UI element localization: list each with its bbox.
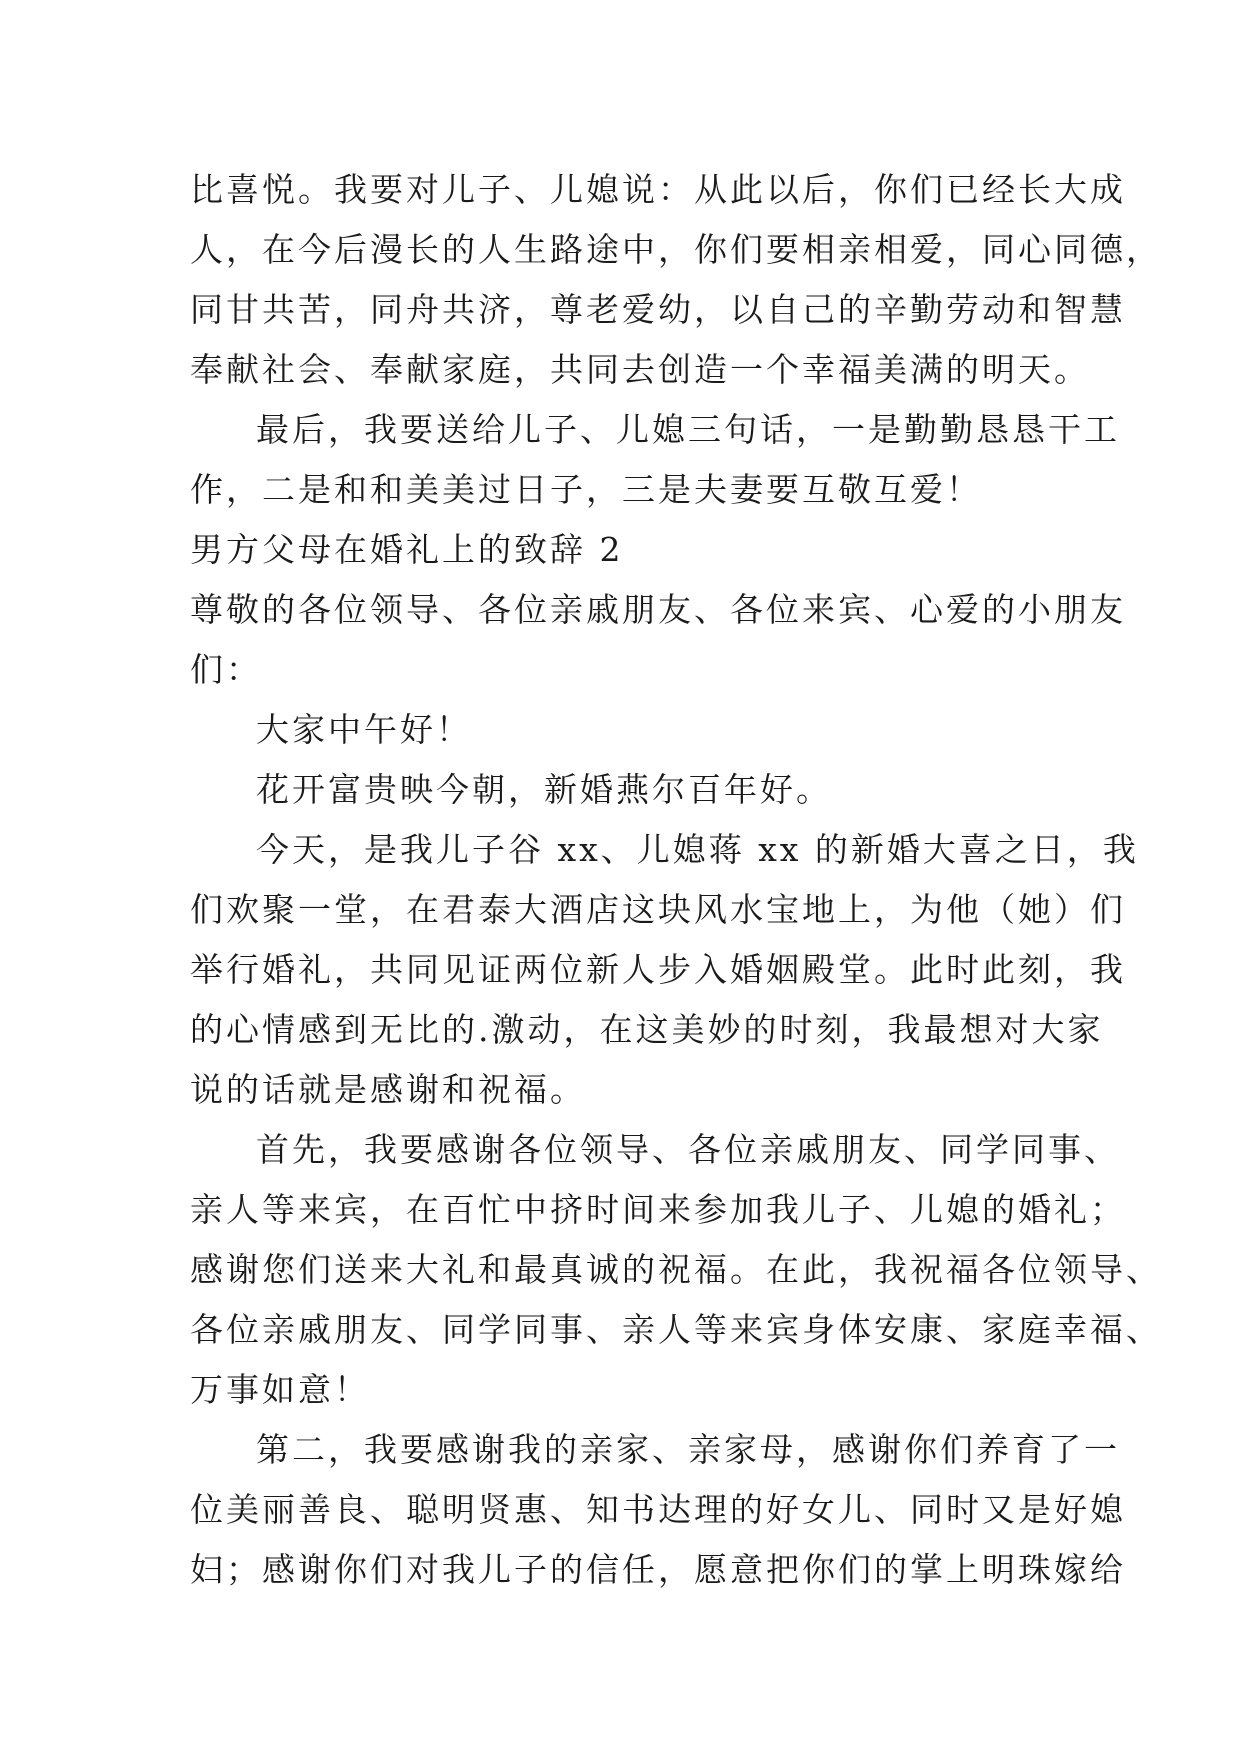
text-line: 妇；感谢你们对我儿子的信任，愿意把你们的掌上明珠嫁给 [190, 1550, 1126, 1589]
text-line: 举行婚礼，共同见证两位新人步入婚姻殿堂。此时此刻，我 [190, 950, 1126, 989]
text-line: 今天，是我儿子谷 xx、儿媳蒋 xx 的新婚大喜之日，我 [256, 830, 1139, 869]
text-line: 万事如意！ [190, 1370, 370, 1409]
text-line: 们欢聚一堂，在君泰大酒店这块风水宝地上，为他（她）们 [190, 890, 1126, 929]
text-line: 花开富贵映今朝，新婚燕尔百年好。 [256, 770, 832, 809]
text-line: 奉献社会、奉献家庭，共同去创造一个幸福美满的明天。 [190, 350, 1090, 389]
text-line: 感谢您们送来大礼和最真诚的祝福。在此，我祝福各位领导、 [190, 1250, 1162, 1289]
text-line: 人，在今后漫长的人生路途中，你们要相亲相爱，同心同德， [190, 230, 1162, 269]
text-line: 大家中午好！ [256, 710, 472, 749]
text-line: 比喜悦。我要对儿子、儿媳说：从此以后，你们已经长大成 [190, 170, 1126, 209]
text-line: 位美丽善良、聪明贤惠、知书达理的好女儿、同时又是好媳 [190, 1490, 1126, 1529]
text-line: 的心情感到无比的.激动，在这美妙的时刻，我最想对大家 [190, 1010, 1104, 1049]
section-heading: 男方父母在婚礼上的致辞 2 [190, 530, 624, 569]
text-line: 作，二是和和美美过日子，三是夫妻要互敬互爱！ [190, 470, 982, 509]
text-line: 说的话就是感谢和祝福。 [190, 1070, 586, 1109]
document-body [190, 160, 1162, 1600]
text-line: 们： [190, 650, 262, 689]
text-line: 同甘共苦，同舟共济，尊老爱幼，以自己的辛勤劳动和智慧 [190, 290, 1126, 329]
text-line: 第二，我要感谢我的亲家、亲家母，感谢你们养育了一 [256, 1430, 1120, 1469]
text-line: 各位亲戚朋友、同学同事、亲人等来宾身体安康、家庭幸福、 [190, 1310, 1162, 1349]
text-line: 尊敬的各位领导、各位亲戚朋友、各位来宾、心爱的小朋友 [190, 590, 1126, 629]
text-line: 亲人等来宾，在百忙中挤时间来参加我儿子、儿媳的婚礼； [190, 1190, 1126, 1229]
text-line: 首先，我要感谢各位领导、各位亲戚朋友、同学同事、 [256, 1130, 1120, 1169]
text-line: 最后，我要送给儿子、儿媳三句话，一是勤勤恳恳干工 [256, 410, 1120, 449]
